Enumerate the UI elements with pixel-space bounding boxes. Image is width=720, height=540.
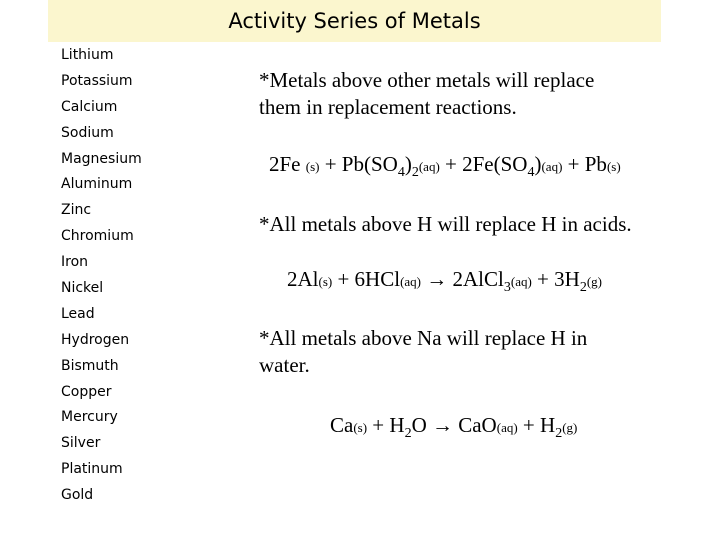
eq-text: + Pb(SO [319, 152, 398, 176]
list-item: Lead [61, 305, 95, 322]
eq-state: (s) [318, 274, 333, 289]
eq-state: (aq) [400, 274, 422, 289]
note-water [259, 325, 587, 379]
eq-text: → 2AlCl [421, 267, 504, 291]
eq-text: ) [534, 152, 542, 176]
page-title: Activity Series of Metals [228, 9, 481, 33]
eq-text: ) [404, 152, 412, 176]
eq-subscript: 4 [397, 165, 405, 181]
list-item: Zinc [61, 202, 92, 219]
eq-state: (s) [606, 159, 621, 174]
note-line: water. [259, 353, 310, 377]
eq-text: O → CaO [411, 413, 497, 437]
note-line: *Metals above other metals will replace [259, 68, 595, 92]
eq-state: (aq) [510, 274, 532, 289]
equation-ca-water [330, 411, 577, 442]
list-item: Nickel [61, 280, 104, 297]
list-item: Hydrogen [61, 331, 130, 348]
list-item: Potassium [61, 72, 133, 89]
eq-text: 2Al [287, 267, 319, 291]
title-bar [48, 0, 661, 42]
eq-subscript: 3 [503, 280, 511, 296]
eq-text: 2Fe [269, 152, 306, 176]
eq-subscript: 2 [411, 165, 419, 181]
list-item: Lithium [61, 47, 114, 63]
eq-text: + H [517, 413, 556, 437]
note-line: *All metals above Na will replace H in [259, 326, 588, 350]
note-line: *All metals above H will replace H in acids. [259, 212, 632, 236]
activity-series-list [61, 43, 142, 509]
equation-fe-pb [269, 150, 621, 181]
eq-text: + H [367, 413, 405, 437]
eq-text: + 6HCl [332, 267, 401, 291]
list-item: Chromium [61, 228, 134, 245]
eq-text: Ca [330, 413, 354, 437]
note-line: them in replacement reactions. [259, 95, 517, 119]
eq-text: + 3H [531, 267, 580, 291]
eq-state: (aq) [496, 420, 518, 435]
note-acids [259, 211, 632, 238]
eq-subscript: 2 [555, 426, 563, 442]
list-item: Copper [61, 383, 112, 400]
eq-subscript: 2 [404, 426, 412, 442]
eq-state: (aq) [418, 159, 440, 174]
list-item: Sodium [61, 124, 114, 141]
equation-al-hcl [287, 265, 602, 296]
list-item: Silver [61, 435, 101, 452]
eq-text: + Pb [562, 152, 607, 176]
note-replacement [259, 67, 594, 121]
eq-state: (s) [353, 420, 368, 435]
list-item: Aluminum [61, 176, 133, 193]
eq-subscript: 4 [527, 165, 535, 181]
list-item: Calcium [61, 98, 118, 115]
eq-text: + 2Fe(SO [439, 152, 528, 176]
eq-state: (g) [562, 420, 578, 435]
list-item: Gold [61, 487, 94, 504]
list-item: Iron [61, 254, 89, 271]
eq-state: (s) [305, 159, 320, 174]
list-item: Bismuth [61, 357, 119, 374]
eq-state: (g) [586, 274, 602, 289]
eq-state: (aq) [541, 159, 563, 174]
list-item: Platinum [61, 461, 123, 478]
list-item: Mercury [61, 409, 118, 426]
list-item: Magnesium [61, 150, 142, 167]
eq-subscript: 2 [579, 280, 587, 296]
